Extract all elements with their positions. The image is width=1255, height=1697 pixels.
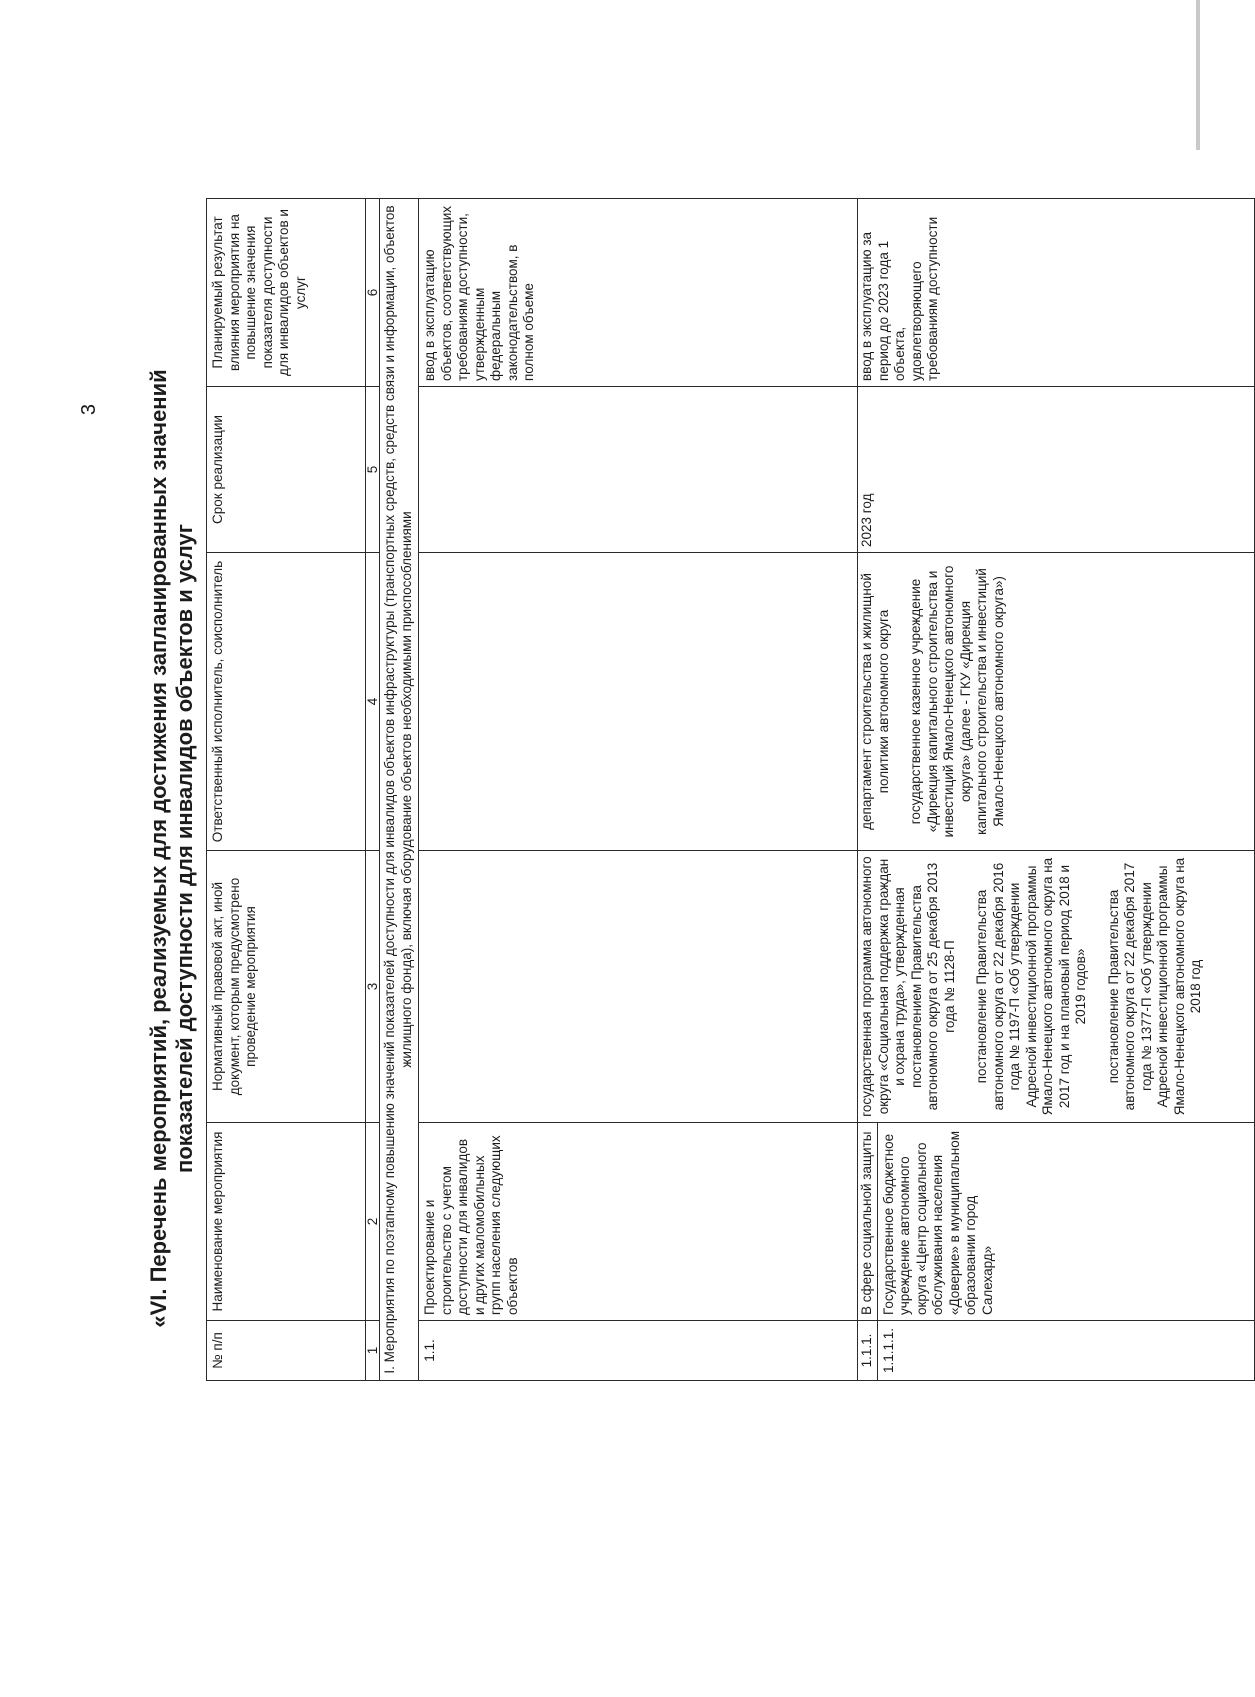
section-title: I. Мероприятия по поэтапному повышению значений показателей доступности для инвалидов объектов инфраструктуры (транспортных средств, средств связи и информации, объектов жилищного фонда), включая оборудование объектов необходимыми приспособлениями <box>380 199 419 1381</box>
document-title-line-1: «VI. Перечень мероприятий, реализуемых для достижения запланированных значений <box>146 369 171 1328</box>
column-number: 4 <box>366 553 380 851</box>
column-number: 1 <box>366 1321 380 1381</box>
empty-cell <box>419 851 858 1123</box>
header-cell: № п/п <box>207 1321 366 1381</box>
planned-result: ввод в эксплуатацию объектов, соответствующих требованиям доступности, утвержденным федеральным законодательством, в полном объеме <box>419 199 858 387</box>
measures-table <box>206 198 1255 1381</box>
header-cell: Наименование мероприятия <box>207 1123 366 1321</box>
table-row <box>858 199 878 1381</box>
empty-cell <box>419 553 858 851</box>
table-header-row <box>207 199 366 1381</box>
row-number: 1.1.1.1. <box>877 1321 1254 1381</box>
column-number: 6 <box>366 199 380 387</box>
empty-cell <box>419 387 858 553</box>
column-number: 2 <box>366 1123 380 1321</box>
measure-name: Проектирование и строительство с учетом доступности для инвалидов и других маломобильных групп населения следующих объектов <box>419 1123 858 1321</box>
column-number: 3 <box>366 851 380 1123</box>
column-number: 5 <box>366 387 380 553</box>
legal-act: постановление Правительства автономного округа от 22 декабря 2016 года № 1197-П «Об утверждении Адресной инвестиционной программы Ямало-Ненецкого автономного округа на 2017 год и на плановый период 2018 и 2019 годов» <box>974 857 1088 1116</box>
row-number: 1.1.1. <box>858 1321 878 1381</box>
table-row <box>419 199 858 1381</box>
header-cell: Ответственный исполнитель, соисполнитель <box>207 553 366 851</box>
executor: департамент строительства и жилищной политики автономного округа <box>859 573 891 830</box>
document-title-line-2: показателей доступности для инвалидов объектов и услуг <box>172 524 197 1173</box>
term: 2023 год <box>858 387 1255 553</box>
co-executor: государственное казенное учреждение «Дирекция капитального строительства и инвестиций Ямало-Ненецкого автономного округа» (далее - ГКУ «Дирекция капитального строительства и инвестиций Ямало-Ненецкого автономного округа») <box>908 565 1006 838</box>
legal-acts-cell <box>858 851 1255 1123</box>
legal-act: государственная программа автономного округа «Социальная поддержка граждан и охрана труда», утвержденная постановлением Правительства автономного округа от 25 декабря 2013 года № 1128-П <box>859 856 957 1117</box>
page-number: 3 <box>78 403 101 416</box>
header-cell: Нормативный правовой акт, иной документ, которым предусмотрено проведение мероприятия <box>207 851 366 1123</box>
header-cell: Планируемый результат влияния мероприятия на повышение значения показателя доступности для инвалидов объектов и услуг <box>207 199 366 387</box>
planned-result: ввод в эксплуатацию за период до 2023 года 1 объекта, удовлетворяющего требованиям доступности <box>858 199 1255 387</box>
header-cell: Срок реализации <box>207 387 366 553</box>
section-row <box>380 199 419 1381</box>
row-number: 1.1. <box>419 1321 858 1381</box>
institution-name: Государственное бюджетное учреждение автономного округа «Центр социального обслуживания населения «Доверие» в муниципальном образовании город Салехард» <box>877 1123 1254 1321</box>
executors-cell <box>858 553 1255 851</box>
legal-act: постановление Правительства автономного округа от 22 декабря 2017 года № 1377-П «Об утверждении Адресной инвестиционной программы Ямало-Ненецкого автономного округа на 2018 год <box>1105 857 1203 1116</box>
column-number-row <box>366 199 380 1381</box>
subsection-name: В сфере социальной защиты <box>858 1123 878 1321</box>
